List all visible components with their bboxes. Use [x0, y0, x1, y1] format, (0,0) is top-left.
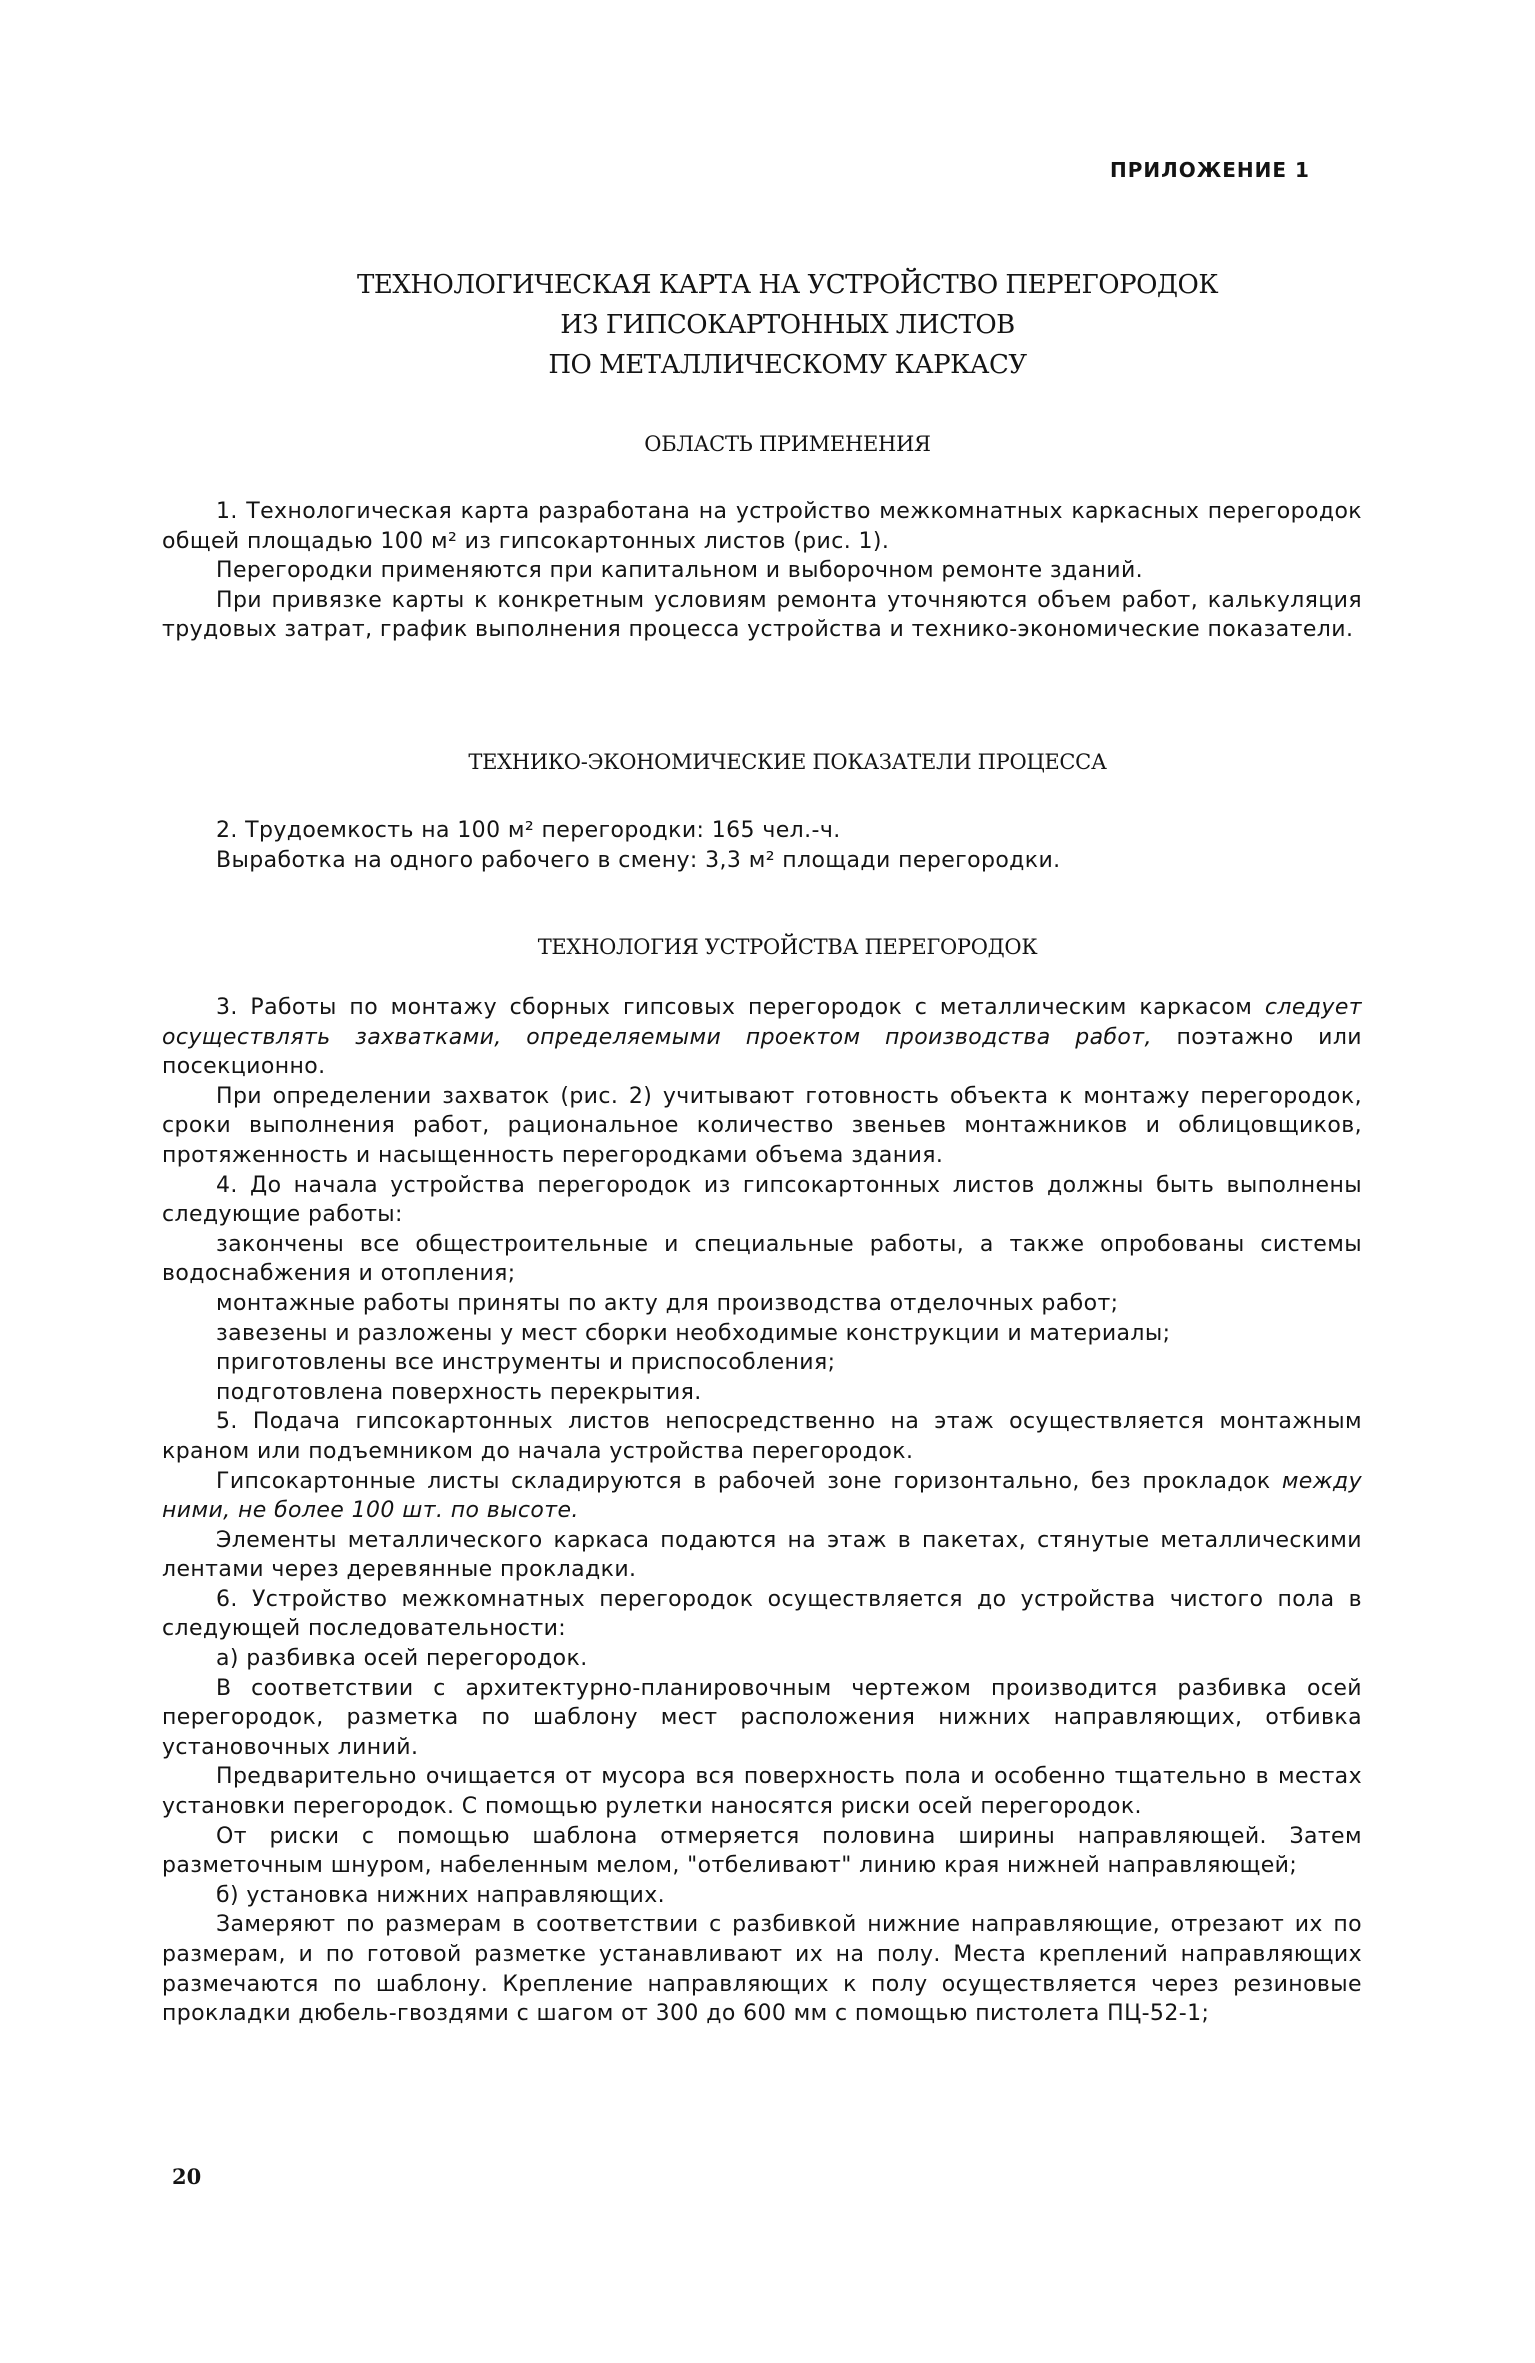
paragraph: 2. Трудоемкость на 100 м² перегородки: 165 чел.-ч. — [216, 818, 841, 843]
paragraph: 1. Технологическая карта разработана на устройство межкомнатных каркасных перегородок общей площадью 100 м² из гипсокартонных листов (рис. 1). — [162, 499, 1362, 554]
paragraph: Элементы металлического каркаса подаются на этаж в пакетах, стянутые металлическими лентами через деревянные прокладки. — [162, 1527, 1362, 1583]
subheading: б) установка нижних направляющих. — [216, 1882, 666, 1908]
paragraph-text: Гипсокартонные листы складируются в рабочей зоне горизонтально, без прокладок — [216, 1468, 1271, 1494]
title-line: ИЗ ГИПСОКАРТОННЫХ ЛИСТОВ — [560, 310, 1015, 340]
list-item: закончены все общестроительные и специальные работы, а также опробованы системы водоснабжения и отопления; — [162, 1231, 1362, 1287]
paragraph: Предварительно очищается от мусора вся поверхность пола и особенно тщательно в местах установки перегородок. С помощью рулетки наносятся риски осей перегородок. — [162, 1764, 1362, 1820]
list-item: подготовлена поверхность перекрытия. — [216, 1379, 702, 1405]
title-line: ПО МЕТАЛЛИЧЕСКОМУ КАРКАСУ — [548, 350, 1027, 380]
paragraph: 5. Подача гипсокартонных листов непосредственно на этаж осуществляется монтажным краном или подъемником до начала устройства перегородок. — [162, 1409, 1362, 1464]
paragraph: Выработка на одного рабочего в смену: 3,3 м² площади перегородки. — [216, 847, 1061, 873]
paragraph-text: 3. Работы по монтажу сборных гипсовых перегородок с металлическим каркасом — [216, 995, 1253, 1020]
section-technology-body — [162, 993, 1362, 2029]
subheading: а) разбивка осей перегородок. — [216, 1646, 588, 1672]
paragraph: 4. До начала устройства перегородок из гипсокартонных листов должны быть выполнены следующие работы: — [162, 1172, 1362, 1228]
section-scope-body — [162, 497, 1362, 645]
section-heading-indicators: ТЕХНИКО-ЭКОНОМИЧЕСКИЕ ПОКАЗАТЕЛИ ПРОЦЕССА — [468, 750, 1107, 774]
section-heading-technology: ТЕХНОЛОГИЯ УСТРОЙСТВА ПЕРЕГОРОДОК — [537, 935, 1038, 959]
paragraph: От риски с помощью шаблона отмеряется половина ширины направляющей. Затем разметочным шнуром, набеленным мелом, "отбеливают" линию края нижней направляющей; — [162, 1823, 1362, 1879]
paragraph: Перегородки применяются при капитальном и выборочном ремонте зданий. — [216, 558, 1144, 584]
paragraph: При привязке карты к конкретным условиям ремонта уточняются объем работ, калькуляция трудовых затрат, график выполнения процесса устройства и технико-экономические показатели. — [162, 587, 1362, 643]
paragraph-italic-text: следует осуществлять захватками, определяемыми проектом производства работ, — [162, 995, 1362, 1050]
list-item: завезены и разложены у мест сборки необходимые конструкции и материалы; — [216, 1320, 1171, 1346]
title-line: ТЕХНОЛОГИЧЕСКАЯ КАРТА НА УСТРОЙСТВО ПЕРЕГОРОДОК — [357, 270, 1218, 300]
section-indicators-body — [162, 816, 1362, 875]
paragraph: При определении захваток (рис. 2) учитывают готовность объекта к монтажу перегородок, сроки выполнения работ, рациональное количество звеньев монтажников и облицовщиков, протяженность и насыщенность перегородками объема здания. — [162, 1083, 1362, 1168]
paragraph — [162, 1467, 1362, 1526]
list-item: монтажные работы приняты по акту для производства отделочных работ; — [216, 1290, 1119, 1316]
document-title — [0, 265, 1535, 385]
paragraph: 6. Устройство межкомнатных перегородок осуществляется до устройства чистого пола в следующей последовательности: — [162, 1586, 1362, 1642]
paragraph — [162, 993, 1362, 1082]
paragraph-italic-text: между ними, не более 100 шт. по высоте. — [162, 1468, 1362, 1524]
appendix-label: ПРИЛОЖЕНИЕ 1 — [1110, 158, 1310, 182]
paragraph: Замеряют по размерам в соответствии с разбивкой нижние направляющие, отрезают их по размерам, и по готовой разметке устанавливают их на полу. Места креплений направляющих размечаются по шаблону. Крепление направляющих к полу осуществляется через резиновые прокладки дюбель-гвоздями с шагом от 300 до 600 мм с помощью пистолета ПЦ-52-1; — [162, 1912, 1362, 2027]
list-item: приготовлены все инструменты и приспособления; — [216, 1350, 836, 1376]
paragraph-text: поэтажно или посекционно. — [162, 1024, 1362, 1080]
page-number: 20 — [172, 2164, 202, 2189]
section-heading-scope: ОБЛАСТЬ ПРИМЕНЕНИЯ — [644, 432, 931, 456]
paragraph: В соответствии с архитектурно-планировочным чертежом производится разбивка осей перегородок, разметка по шаблону мест расположения нижних направляющих, отбивка установочных линий. — [162, 1675, 1362, 1760]
